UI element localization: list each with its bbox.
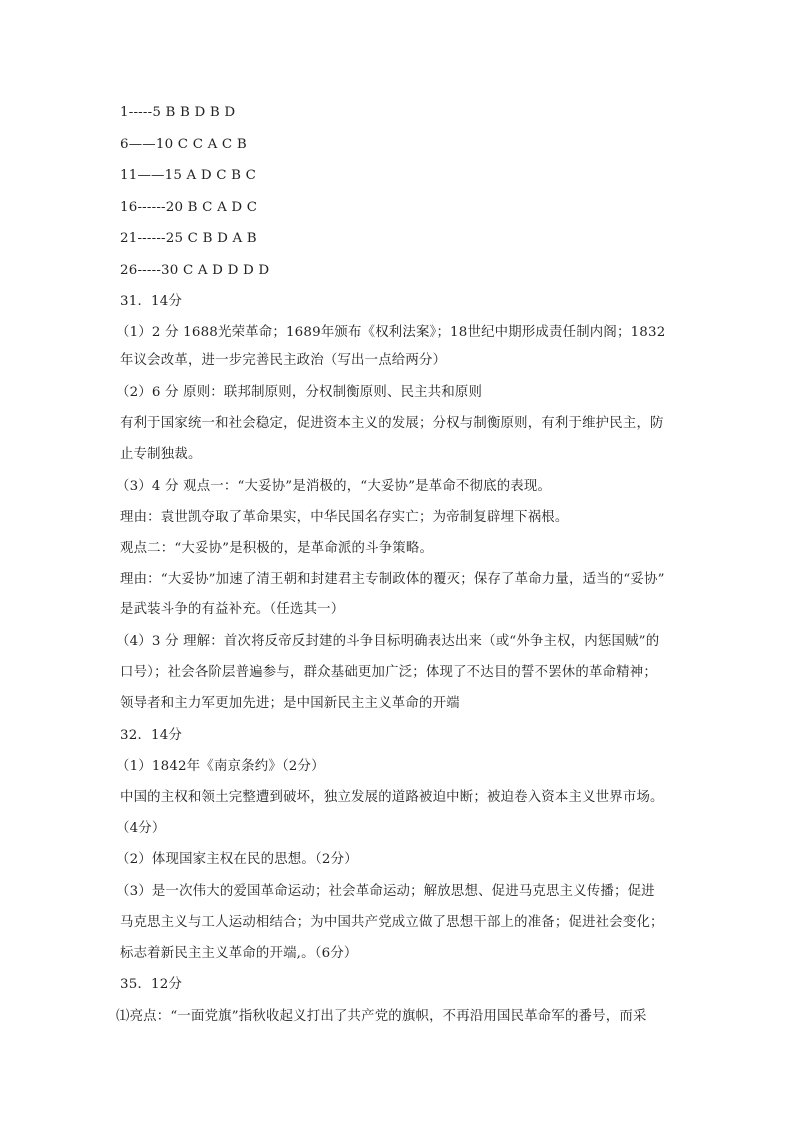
mc-answers-21-25: 21------25 C B D A B — [120, 231, 257, 246]
q31-part1-line1: （1）2 分 1688光荣革命；1689年颁布《权利法案》；18世纪中期形成责任制内阁；1832 — [116, 325, 666, 340]
mc-answers-6-10: 6——10 C C A C B — [120, 137, 247, 152]
q31-part3-line4: 理由：“大妥协”加速了清王朝和封建君主专制政体的覆灭；保存了革命力量，适当的“妥协” — [120, 572, 665, 587]
q32-heading: 32．14分 — [120, 728, 183, 743]
mc-answers-26-30: 26-----30 C A D D D D — [120, 263, 270, 278]
q31-part2-line2: 有利于国家统一和社会稳定，促进资本主义的发展；分权与制衡原则，有利于维护民主，防 — [120, 416, 664, 431]
q31-part1-line2: 年议会改革，进一步完善民主政治（写出一点给两分） — [120, 353, 447, 368]
q31-part3-line1: （3）4 分 观点一：“大妥协”是消极的，“大妥协”是革命不彻底的表现。 — [116, 479, 552, 494]
q31-heading: 31．14分 — [120, 294, 183, 309]
q32-part3-line2: 马克思主义与工人运动相结合；为中国共产党成立做了思想干部上的准备；促进社会变化； — [120, 915, 664, 930]
mc-answers-16-20: 16------20 B C A D C — [120, 200, 258, 215]
q31-part4-line3: 领导者和主力军更加先进；是中国新民主主义革命的开端 — [120, 696, 460, 711]
q32-part3-line3: 标志着新民主主义革命的开端,。（6分） — [120, 946, 358, 961]
mc-answers-11-15: 11——15 A D C B C — [120, 168, 257, 183]
q31-part3-line5: 是武装斗争的有益补充。（任选其一） — [120, 602, 345, 617]
q32-part2-line1: （2）体现国家主权在民的思想。（2分） — [116, 852, 358, 867]
q31-part3-line2: 理由：袁世凯夺取了革命果实，中华民国名存实亡；为帝制复辟埋下祸根。 — [120, 510, 569, 525]
q32-part3-line1: （3）是一次伟大的爱国革命运动；社会革命运动；解放思想、促进马克思主义传播；促进 — [116, 884, 655, 899]
q35-part1-line1: ⑴亮点：“一面党旗”指秋收起义打出了共产党的旗帜，不再沿用国民革命军的番号，而采 — [116, 1009, 647, 1024]
q31-part4-line1: （4）3 分 理解：首次将反帝反封建的斗争目标明确表达出来（或“外争主权，内惩国贼”的 — [116, 634, 660, 649]
q31-part2-line1: （2）6 分 原则：联邦制原则，分权制衡原则、民主共和原则 — [116, 385, 483, 400]
mc-answers-1-5: 1-----5 B B D B D — [120, 105, 236, 120]
q32-part1-line2: 中国的主权和领土完整遭到破坏，独立发展的道路被迫中断；被迫卷入资本主义世界市场。 — [120, 790, 664, 805]
q32-part1-line1: （1）1842年《南京条约》（2分） — [116, 759, 325, 774]
q32-part1-line3: （4分） — [116, 821, 166, 836]
q31-part2-line3: 止专制独裁。 — [120, 447, 202, 462]
q31-part4-line2: 口号）；社会各阶层普遍参与，群众基础更加广泛；体现了不达目的誓不罢休的革命精神； — [120, 665, 657, 680]
q35-heading: 35．12分 — [120, 977, 183, 992]
q31-part3-line3: 观点二：“大妥协”是积极的，是革命派的斗争策略。 — [120, 541, 434, 556]
